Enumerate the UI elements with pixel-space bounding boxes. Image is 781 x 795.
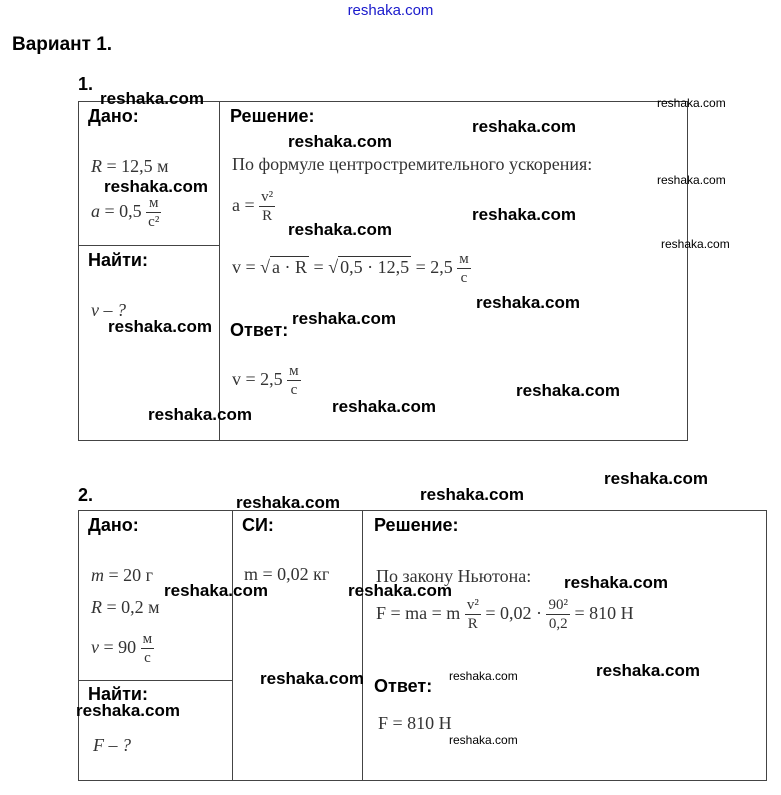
p1-formula-acceleration: a = $\frac{\text{v²}}{R}$ [232, 189, 274, 224]
watermark: reshaka.com [449, 733, 518, 747]
p2-formula-force: F = ma = m $\frac{\text{v²}}{R}$ = 0,02 · $\frac{\text{90²}}{0,2}$ = 810 Н [376, 597, 634, 632]
watermark: reshaka.com [100, 89, 204, 108]
p2-solution-text: По закону Ньютона: [376, 566, 532, 586]
p2-given-radius: R = 0,2 м [91, 597, 160, 617]
problem-2-given-divider [78, 680, 233, 681]
p2-find-value: F – ? [93, 735, 131, 755]
watermark: reshaka.com [288, 132, 392, 151]
watermark: reshaka.com [661, 237, 730, 251]
watermark: reshaka.com [596, 661, 700, 680]
watermark: reshaka.com [348, 581, 452, 600]
watermark: reshaka.com [288, 220, 392, 239]
problem-2-divider-1 [232, 510, 233, 781]
p2-given-mass: m = 20 г [91, 565, 154, 585]
p1-find-value: v – ? [91, 300, 126, 320]
p2-si-label: СИ: [242, 515, 274, 535]
watermark: reshaka.com [449, 669, 518, 683]
watermark: reshaka.com [472, 117, 576, 136]
p2-si-value: m = 0,02 кг [244, 564, 330, 584]
p2-given-velocity: v = 90 $\frac{м}{с}$ [91, 631, 153, 666]
p2-given-label: Дано: [88, 515, 139, 535]
watermark: reshaka.com [657, 173, 726, 187]
p1-answer-label: Ответ: [230, 320, 289, 340]
watermark: reshaka.com [516, 381, 620, 400]
p2-solution-label: Решение: [374, 515, 459, 535]
p1-formula-velocity: v = √ a · R = √ 0,5 · 12,5 = 2,5 $\frac{м}{с}$ [232, 251, 469, 286]
site-header[interactable]: reshaka.com [347, 2, 434, 19]
p1-given-radius: R = 12,5 м [91, 156, 169, 176]
watermark: reshaka.com [292, 309, 396, 328]
p2-answer-value: F = 810 Н [378, 713, 452, 733]
watermark: reshaka.com [472, 205, 576, 224]
problem-1-given-divider [78, 245, 220, 246]
p2-find-label: Найти: [88, 684, 148, 704]
p1-given-label: Дано: [88, 106, 139, 126]
p1-solution-text: По формуле центростремительного ускорения: [232, 154, 593, 174]
watermark: reshaka.com [108, 317, 212, 336]
watermark: reshaka.com [76, 701, 180, 720]
p1-find-label: Найти: [88, 250, 148, 270]
problem-1-number: 1. [78, 74, 94, 94]
watermark: reshaka.com [148, 405, 252, 424]
variant-title: Вариант 1. [12, 34, 113, 55]
p1-answer-value: v = 2,5 $\frac{м}{с}$ [232, 363, 299, 398]
watermark: reshaka.com [564, 573, 668, 592]
watermark: reshaka.com [657, 96, 726, 110]
problem-2-table [78, 510, 767, 781]
watermark: reshaka.com [332, 397, 436, 416]
p2-answer-label: Ответ: [374, 676, 433, 696]
problem-2-number: 2. [78, 485, 94, 505]
p1-solution-label: Решение: [230, 106, 315, 126]
watermark: reshaka.com [236, 493, 340, 512]
watermark: reshaka.com [420, 485, 524, 504]
watermark: reshaka.com [604, 469, 708, 488]
problem-2-divider-2 [362, 510, 363, 781]
watermark: reshaka.com [164, 581, 268, 600]
problem-1-divider [219, 101, 220, 441]
p1-given-acceleration: a = 0,5 $\frac{м}{\text{с²}}$ [91, 195, 160, 230]
watermark: reshaka.com [260, 669, 364, 688]
watermark: reshaka.com [476, 293, 580, 312]
watermark: reshaka.com [104, 177, 208, 196]
